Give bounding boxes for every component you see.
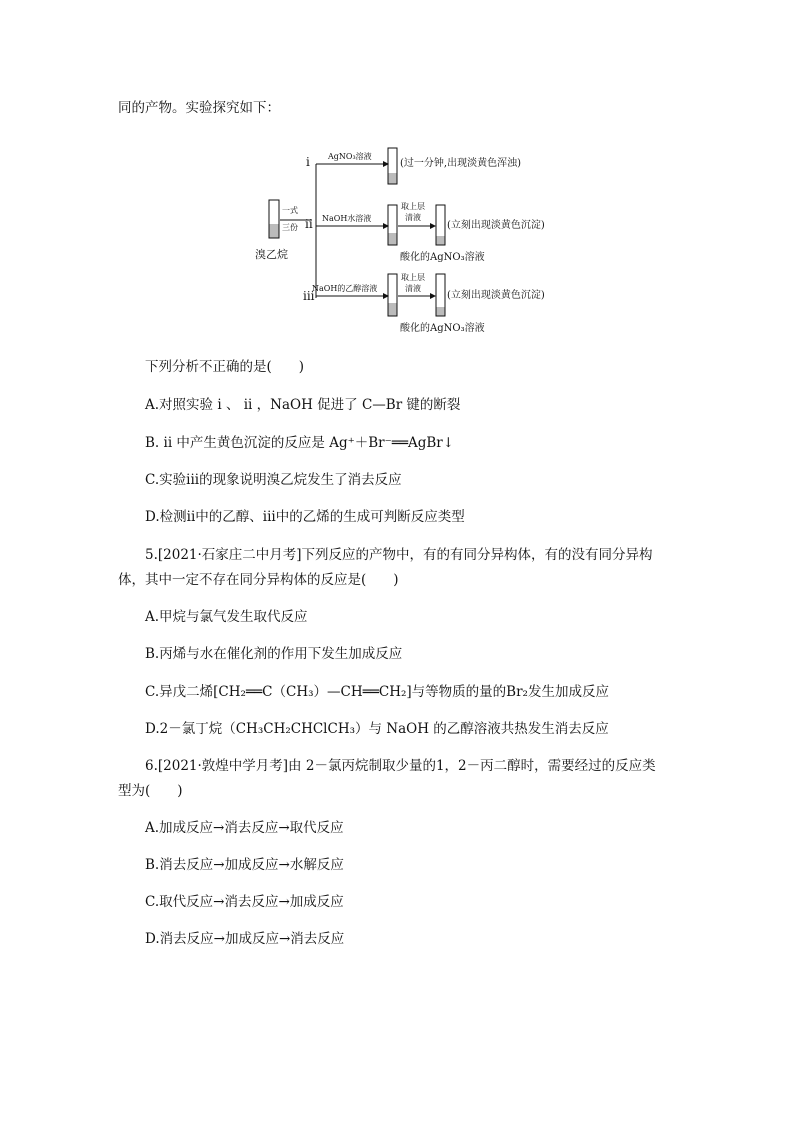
test-tube-icon (388, 274, 397, 316)
q5-option-d: D.2－氯丁烷（CH₃CH₂CHClCH₃）与 NaOH 的乙醇溶液共热发生消去反应 (145, 721, 609, 737)
take-upper-iii-1: 取上层 (401, 273, 425, 282)
split-label-1: 一式 (282, 206, 298, 215)
q4-option-b: B. ii 中产生黄色沉淀的反应是 Ag⁺＋Br⁻══AgBr↓ (145, 435, 455, 451)
q6-stem-line-1: 6.[2021·敦煌中学月考]由 2－氯丙烷制取少量的1，2－丙二醇时，需要经过的反应类 (145, 758, 656, 774)
result-i: (过一分钟,出现淡黄色浑浊) (400, 158, 521, 169)
branch-ii-label: ii (305, 217, 313, 231)
q6-option-a: A.加成反应→消去反应→取代反应 (145, 820, 344, 836)
q5-stem-line-2: 体，其中一定不存在同分异构体的反应是( ) (118, 572, 399, 588)
test-tube-icon (436, 205, 445, 245)
q5-stem-line-1: 5.[2021·石家庄二中月考]下列反应的产物中，有的有同分异构体，有的没有同分异构 (145, 547, 653, 563)
q4-option-a: A.对照实验 i 、 ii ，NaOH 促进了 C—Br 键的断裂 (145, 397, 461, 413)
intro-text: 同的产物。实验探究如下： (118, 100, 280, 116)
reagent-iii: NaOH的乙醇溶液 (312, 284, 378, 293)
q5-option-b: B.丙烯与水在催化剂的作用下发生加成反应 (145, 646, 403, 662)
test-tube-icon (269, 200, 279, 238)
branch-iii-label: iii (303, 289, 315, 303)
q4-option-d: D.检测ii中的乙醇、iii中的乙烯的生成可判断反应类型 (145, 509, 465, 525)
q5-option-a: A.甲烷与氯气发生取代反应 (145, 609, 308, 625)
q6-stem-line-2: 型为( ) (118, 783, 183, 799)
reagent-ii: NaOH水溶液 (322, 214, 372, 223)
take-upper-iii-2: 清液 (405, 284, 421, 293)
test-tube-icon (388, 148, 397, 184)
q6-option-b: B.消去反应→加成反应→水解反应 (145, 857, 344, 873)
left-label: 溴乙烷 (255, 248, 288, 261)
test-tube-icon (436, 274, 445, 316)
q4-option-c: C.实验iii的现象说明溴乙烷发生了消去反应 (145, 472, 402, 488)
acidified-ii: 酸化的AgNO₃溶液 (400, 252, 485, 263)
q4-stem: 下列分析不正确的是( ) (145, 359, 305, 375)
take-upper-ii-1: 取上层 (401, 202, 425, 211)
split-label-2: 三份 (282, 223, 298, 232)
branch-i-label: i (306, 155, 310, 169)
result-ii: (立刻出现淡黄色沉淀) (447, 220, 545, 231)
q6-option-d: D.消去反应→加成反应→消去反应 (145, 931, 345, 947)
experiment-diagram (250, 140, 580, 340)
test-tube-icon (388, 205, 397, 245)
acidified-iii: 酸化的AgNO₃溶液 (400, 323, 485, 334)
reagent-i: AgNO₃溶液 (328, 152, 372, 161)
q5-option-c: C.异戊二烯[CH₂══C（CH₃）—CH══CH₂]与等物质的量的Br₂发生加成反应 (145, 684, 609, 700)
result-iii: (立刻出现淡黄色沉淀) (447, 290, 545, 301)
q6-option-c: C.取代反应→消去反应→加成反应 (145, 894, 344, 910)
take-upper-ii-2: 清液 (405, 213, 421, 222)
